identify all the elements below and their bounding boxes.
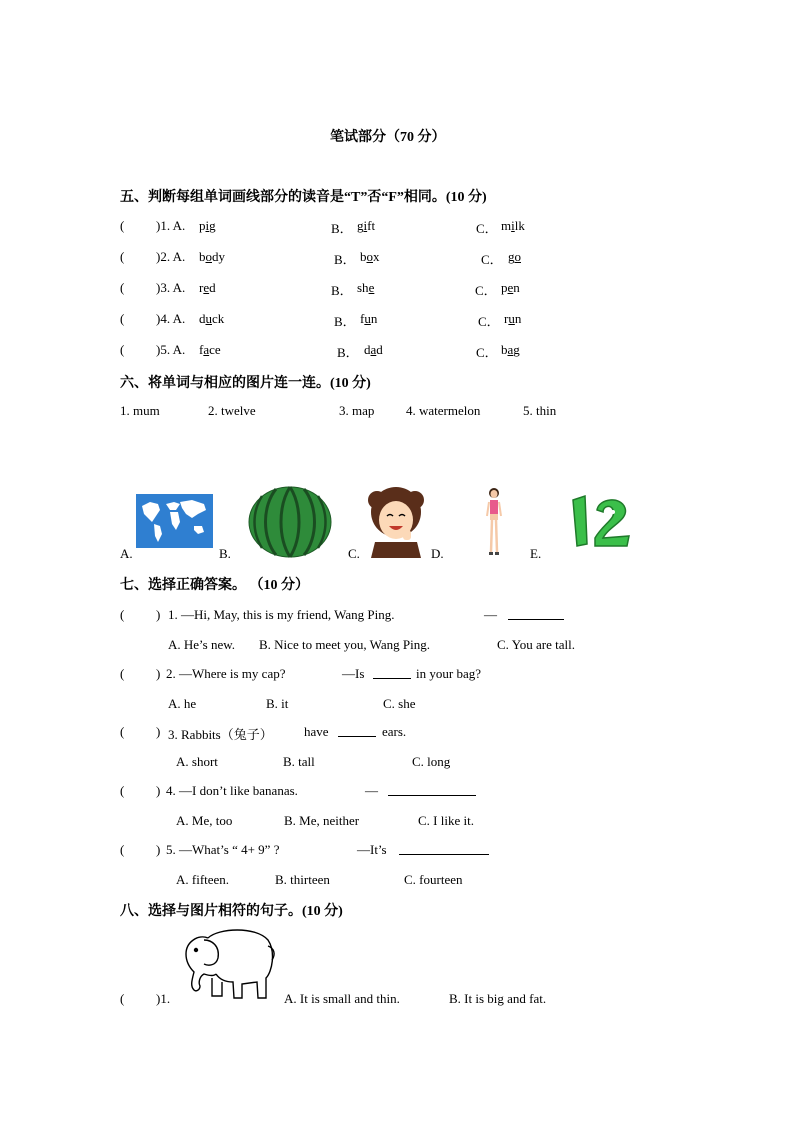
option: A. he [168,696,197,711]
answer-bracket[interactable]: ( [120,280,125,295]
answer-bracket-close: ) [156,607,161,622]
option: B. thirteen [275,872,330,887]
answer-bracket-close: ) [156,842,161,857]
dash: — [365,783,378,798]
answer-bracket[interactable]: ( [120,724,125,739]
option-b-label: B． [334,314,356,329]
answer-bracket[interactable]: ( [120,311,125,326]
option-c-label: C． [475,283,497,298]
option: A. fifteen. [176,872,230,887]
option: B. Nice to meet you, Wang Ping. [259,637,430,652]
option: A. It is small and thin. [284,991,400,1006]
answer-blank[interactable] [508,607,564,620]
option: C. I like it. [418,813,474,828]
thin-girl-icon [484,486,504,558]
option: A. Me, too [176,813,233,828]
section-7-heading: 七、选择正确答案。 （10 分） [120,578,309,593]
option: A. He’s new. [168,637,236,652]
picture-label: E. [530,546,542,561]
word-item: 2. twelve [208,403,256,418]
question-number: )4. A. [156,311,186,326]
option: C. long [412,754,451,769]
question-text: 4. —I don’t like bananas. [166,783,298,798]
picture-label: C. [348,546,360,561]
word-item: 4. watermelon [406,403,481,418]
option-c-word: run [504,311,522,326]
word-item: 3. map [339,403,375,418]
answer-bracket[interactable]: ( [120,607,125,622]
option-b-word: fun [360,311,378,326]
page-title: 笔试部分（70 分） [330,130,446,145]
answer-bracket[interactable]: ( [120,342,125,357]
question-text: 5. —What’s “ 4+ 9” ? [166,842,280,857]
option-b-label: B． [331,283,353,298]
answer-bracket-close: ) [156,666,161,681]
answer-blank[interactable] [373,666,411,679]
question-number: )1. A. [156,218,186,233]
answer-bracket-close: ) [156,724,161,739]
option-c-word: bag [501,342,520,357]
number-twelve-icon [569,492,637,550]
question-text-part: —Is [342,666,365,681]
answer-bracket-close: ) [156,783,161,798]
question-number: )5. A. [156,342,186,357]
option-a-word: red [199,280,216,295]
answer-bracket[interactable]: ( [120,991,125,1006]
option-c-label: C． [476,221,498,236]
answer-bracket[interactable]: ( [120,249,125,264]
option-b-label: B． [334,252,356,267]
option: A. short [176,754,218,769]
option-b-word: box [360,249,380,264]
answer-bracket[interactable]: ( [120,666,125,681]
question-text-part: in your bag? [416,666,481,681]
option-a-word: body [199,249,225,264]
option-b-label: B． [331,221,353,236]
option: B. It is big and fat. [449,991,547,1006]
answer-blank[interactable] [388,783,476,796]
option-c-word: pen [501,280,520,295]
option-a-word: duck [199,311,225,326]
option-b-word: dad [364,342,383,357]
option-c-label: C． [481,252,503,267]
dash: — [484,607,497,622]
option-a-word: face [199,342,221,357]
picture-label: B. [219,546,231,561]
picture-label: D. [431,546,444,561]
option-a-word: pig [199,218,216,233]
world-map-icon [136,494,213,548]
option: B. Me, neither [284,813,360,828]
word-item: 1. mum [120,403,160,418]
laughing-woman-icon [365,486,427,558]
word-item: 5. thin [523,403,557,418]
question-text: 2. —Where is my cap? [166,666,286,681]
question-text-part: ears. [382,724,407,739]
watermelon-icon [248,486,332,558]
elephant-icon [182,924,276,1004]
question-number: )3. A. [156,280,186,295]
option: B. it [266,696,289,711]
picture-label: A. [120,546,133,561]
answer-bracket[interactable]: ( [120,783,125,798]
answer-bracket[interactable]: ( [120,218,125,233]
option-c-word: go [508,249,521,264]
answer-blank[interactable] [399,842,489,855]
answer-bracket[interactable]: ( [120,842,125,857]
option-c-label: C． [478,314,500,329]
option: C. she [383,696,416,711]
section-8-heading: 八、选择与图片相符的句子。(10 分) [120,904,343,919]
question-text-part: —It’s [357,842,387,857]
question-number: )1. [156,991,171,1006]
option: C. You are tall. [497,637,575,652]
option-b-word: gift [357,218,376,233]
question-text: 1. —Hi, May, this is my friend, Wang Ping. [168,607,395,622]
option-b-word: she [357,280,375,295]
option-c-label: C． [476,345,498,360]
question-number: )2. A. [156,249,186,264]
question-text-part: have [304,724,329,739]
section-6-heading: 六、将单词与相应的图片连一连。(10 分) [120,376,371,391]
option-b-label: B． [337,345,359,360]
answer-blank[interactable] [338,724,376,737]
option: B. tall [283,754,315,769]
option-c-word: milk [501,218,525,233]
question-text: 3. Rabbits（兔子） [168,727,273,742]
option: C. fourteen [404,872,463,887]
section-5-heading: 五、判断每组单词画线部分的读音是“T”否“F”相同。(10 分) [120,190,487,205]
